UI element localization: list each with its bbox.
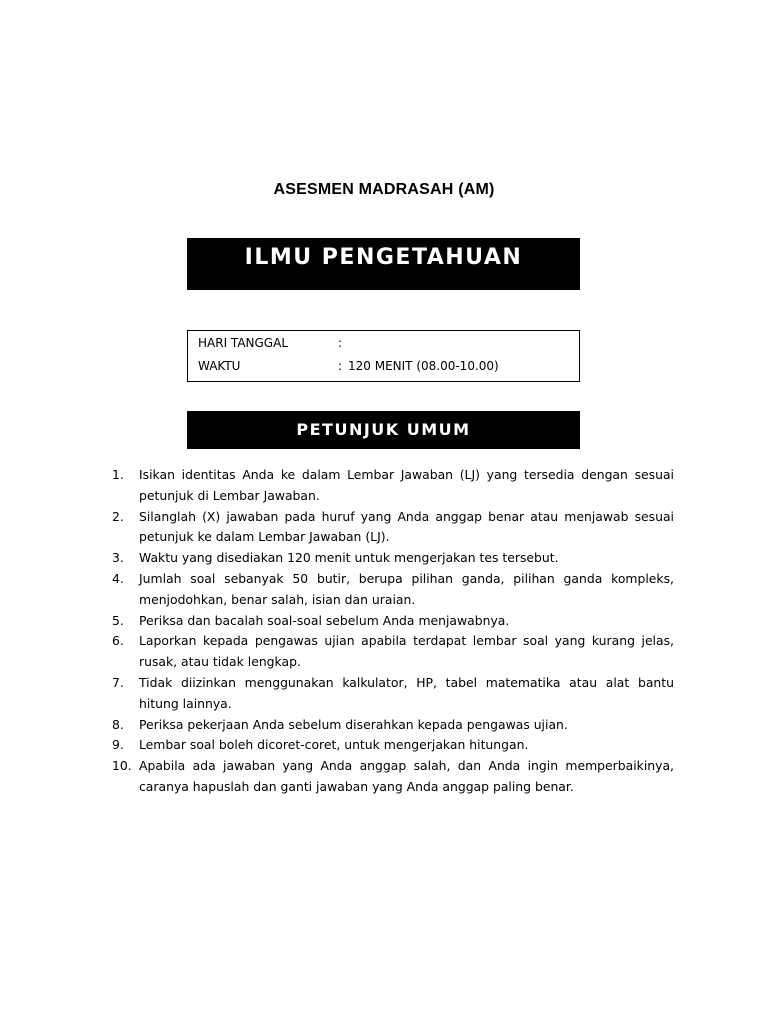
info-row-date (198, 335, 578, 351)
list-item (112, 569, 674, 611)
info-value: 120 MENIT (08.00-10.00) (348, 359, 499, 373)
list-item-number: 3. (112, 550, 124, 566)
list-item-number: 8. (112, 716, 124, 732)
info-row-time (198, 358, 578, 374)
info-label: WAKTU (198, 359, 241, 373)
instruction-list (112, 465, 674, 798)
list-item-text: Periksa dan bacalah soal-soal sebelum Anda menjawabnya. (139, 612, 510, 628)
info-colon: : (338, 359, 343, 373)
list-item (112, 631, 674, 673)
list-item (112, 756, 674, 798)
list-item-text: Tidak diizinkan menggunakan kalkulator, HP, tabel matematika atau alat bantu hitung lainnya. (139, 674, 674, 711)
list-item-number: 5. (112, 612, 124, 628)
list-item (112, 465, 674, 507)
list-item-number: 9. (112, 737, 124, 753)
list-item-number: 1. (112, 467, 124, 482)
list-item (112, 715, 674, 736)
exam-info-box (187, 330, 580, 382)
list-item (112, 673, 674, 715)
list-item-number: 6. (112, 633, 124, 649)
list-item (112, 548, 674, 569)
list-item-text: Silanglah (X) jawaban pada huruf yang Anda anggap benar atau menjawab sesuai petunjuk ke dalam Lembar Jawaban (LJ). (139, 508, 674, 545)
list-item-text: Lembar soal boleh dicoret-coret, untuk mengerjakan hitungan. (139, 737, 529, 753)
subject-title-line1: ILMU PENGETAHUAN (244, 245, 523, 270)
list-item (112, 507, 674, 549)
info-colon: : (338, 336, 343, 350)
list-item-text: Isikan identitas Anda ke dalam Lembar Jawaban (LJ) yang tersedia dengan sesuai petunjuk di Lembar Jawaban. (139, 467, 674, 503)
list-item (112, 611, 674, 632)
section-heading: PETUNJUK UMUM (187, 411, 580, 449)
list-item-number: 4. (112, 570, 124, 586)
list-item-number: 2. (112, 508, 124, 524)
list-item-number: 10. (112, 758, 132, 774)
info-label: HARI TANGGAL (198, 336, 288, 350)
list-item-text: Laporkan kepada pengawas ujian apabila terdapat lembar soal yang kurang jelas, rusak, atau tidak lengkap. (139, 633, 674, 670)
list-item-number: 7. (112, 674, 124, 690)
list-item-text: Jumlah soal sebanyak 50 butir, berupa pilihan ganda, pilihan ganda kompleks, menjodohkan, benar salah, isian dan uraian. (139, 570, 674, 607)
list-item (112, 735, 674, 756)
list-item-text: Apabila ada jawaban yang Anda anggap salah, dan Anda ingin memperbaikinya, caranya hapuslah dan ganti jawaban yang Anda anggap paling benar. (139, 758, 674, 794)
list-item-text: Periksa pekerjaan Anda sebelum diserahkan kepada pengawas ujian. (139, 716, 568, 732)
subject-banner (187, 238, 580, 290)
document-title: ASESMEN MADRASAH (AM) (273, 181, 495, 198)
list-item-text: Waktu yang disediakan 120 menit untuk mengerjakan tes tersebut. (139, 550, 559, 566)
